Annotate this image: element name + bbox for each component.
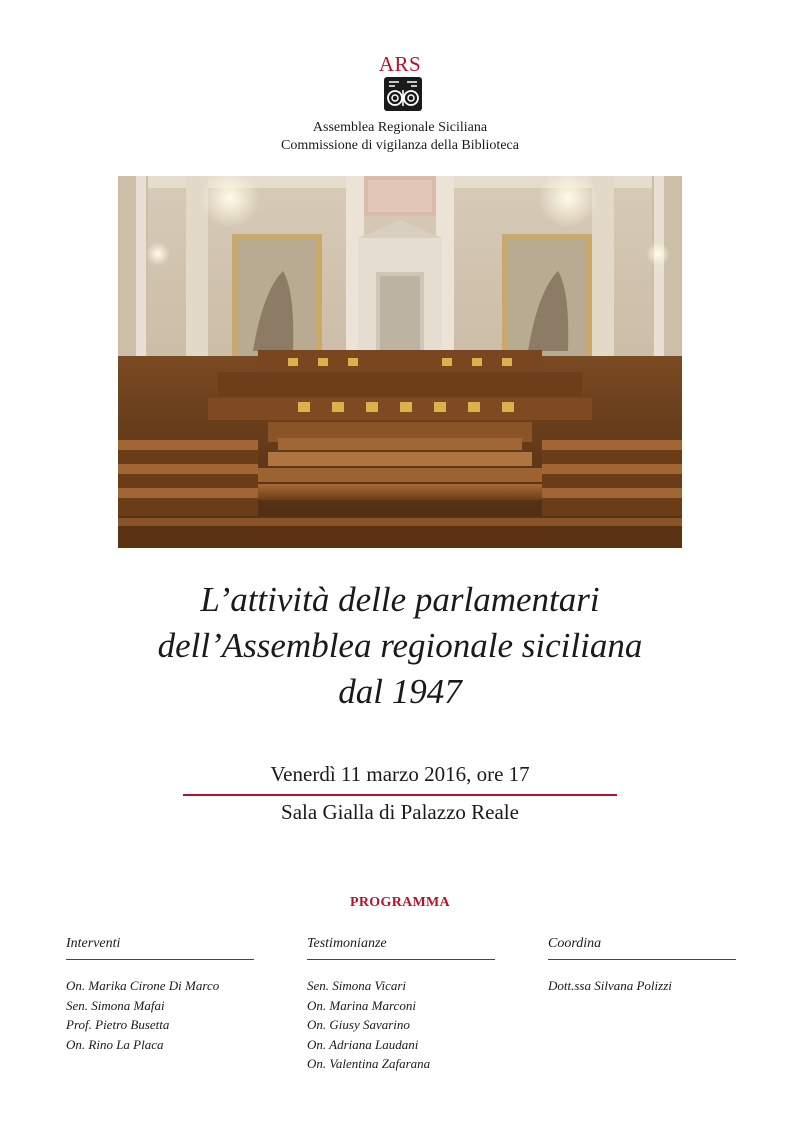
speaker-name: On. Marika Cirone Di Marco	[66, 978, 220, 993]
divider	[183, 794, 617, 796]
program-column-testimonianze	[307, 935, 497, 1074]
program-column-interventi	[66, 935, 256, 1054]
speaker-name: Sen. Simona Vicari	[307, 978, 407, 993]
moderator-name: Dott.ssa Silvana Polizzi	[548, 978, 672, 993]
speaker-name: On. Valentina Zafarana	[307, 1056, 431, 1071]
speaker-name: On. Rino La Placa	[66, 1036, 164, 1052]
column-title: Testimonianze	[307, 936, 387, 951]
organization-name: Assemblea Regionale Siciliana	[312, 120, 488, 135]
column-divider	[66, 959, 254, 960]
program-column-coordina	[548, 935, 738, 996]
event-date: Venerdì 11 marzo 2016, ore 17	[270, 762, 530, 786]
column-title: Interventi	[66, 936, 121, 951]
ars-trinacria-logo	[383, 76, 423, 112]
event-title-line-3: dal 1947	[338, 672, 462, 711]
speaker-name: On. Giusy Savarino	[307, 1017, 410, 1032]
event-title-line-2: dell’Assemblea regionale siciliana	[157, 626, 643, 665]
brand-mark: ARS	[378, 52, 422, 76]
column-divider	[307, 959, 495, 960]
program-heading: PROGRAMMA	[350, 895, 450, 910]
event-title-line-1: L’attività delle parlamentari	[200, 580, 600, 619]
column-title: Coordina	[548, 936, 602, 951]
assembly-hall-photo	[118, 176, 682, 548]
column-divider	[548, 959, 736, 960]
speaker-name: Sen. Simona Mafai	[66, 997, 165, 1013]
speaker-name: On. Adriana Laudani	[307, 1036, 419, 1052]
speaker-name: Prof. Pietro Busetta	[66, 1017, 170, 1032]
commission-name: Commissione di vigilanza della Biblioteca	[281, 138, 519, 153]
event-venue: Sala Gialla di Palazzo Reale	[281, 800, 519, 824]
speaker-name: On. Marina Marconi	[307, 997, 416, 1013]
